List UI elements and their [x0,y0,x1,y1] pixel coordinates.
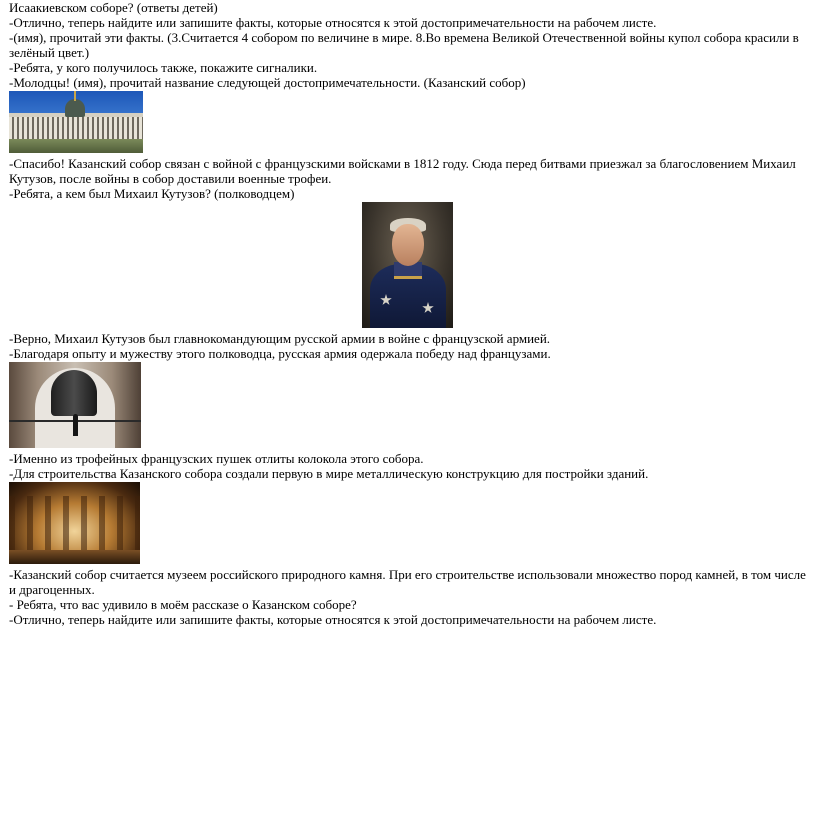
paragraph: -Отлично, теперь найдите или запишите факты, которые относятся к этой достопримечательности на рабочем листе. [9,612,657,627]
paragraph: -Ребята, а кем был Михаил Кутузов? (полководцем) [9,186,295,201]
paragraph: - Ребята, что вас удивило в моём рассказе о Казанском соборе? [9,597,357,612]
kutuzov-portrait [362,202,453,328]
paragraph: -Молодцы! (имя), прочитай название следующей достопримечательности. (Казанский собор) [9,75,526,90]
cathedral-interior-photo [9,482,140,564]
bell-photo [9,362,141,448]
document-body [9,0,809,627]
paragraph: -Верно, Михаил Кутузов был главнокомандующим русской армии в войне с французской армией. [9,331,551,346]
paragraph: -Казанский собор считается музеем российского природного камня. При его строительстве использовали множество пород камней, в том числе и драгоценных. [9,567,806,597]
paragraph: Исаакиевском соборе? (ответы детей) [9,0,218,15]
paragraph: -Отлично, теперь найдите или запишите факты, которые относятся к этой достопримечательности на рабочем листе. [9,15,657,30]
paragraph: -Именно из трофейных французских пушек отлиты колокола этого собора. [9,451,424,466]
paragraph: -Благодаря опыту и мужеству этого полководца, русская армия одержала победу над французами. [9,346,551,361]
kazan-cathedral-photo [9,91,143,153]
paragraph: -(имя), прочитай эти факты. (3.Считается 4 собором по величине в мире. 8.Во времена Великой Отечественной войны купол собора красили в зелёный цвет.) [9,30,799,60]
paragraph: -Спасибо! Казанский собор связан с войной с французскими войсками в 1812 году. Сюда перед битвами приезжал за благословением Михаил Кутузов, после войны в собор доставили военные трофеи. [9,156,796,186]
paragraph: -Ребята, у кого получилось также, покажите сигналики. [9,60,318,75]
paragraph: -Для строительства Казанского собора создали первую в мире металлическую конструкцию для постройки зданий. [9,466,649,481]
